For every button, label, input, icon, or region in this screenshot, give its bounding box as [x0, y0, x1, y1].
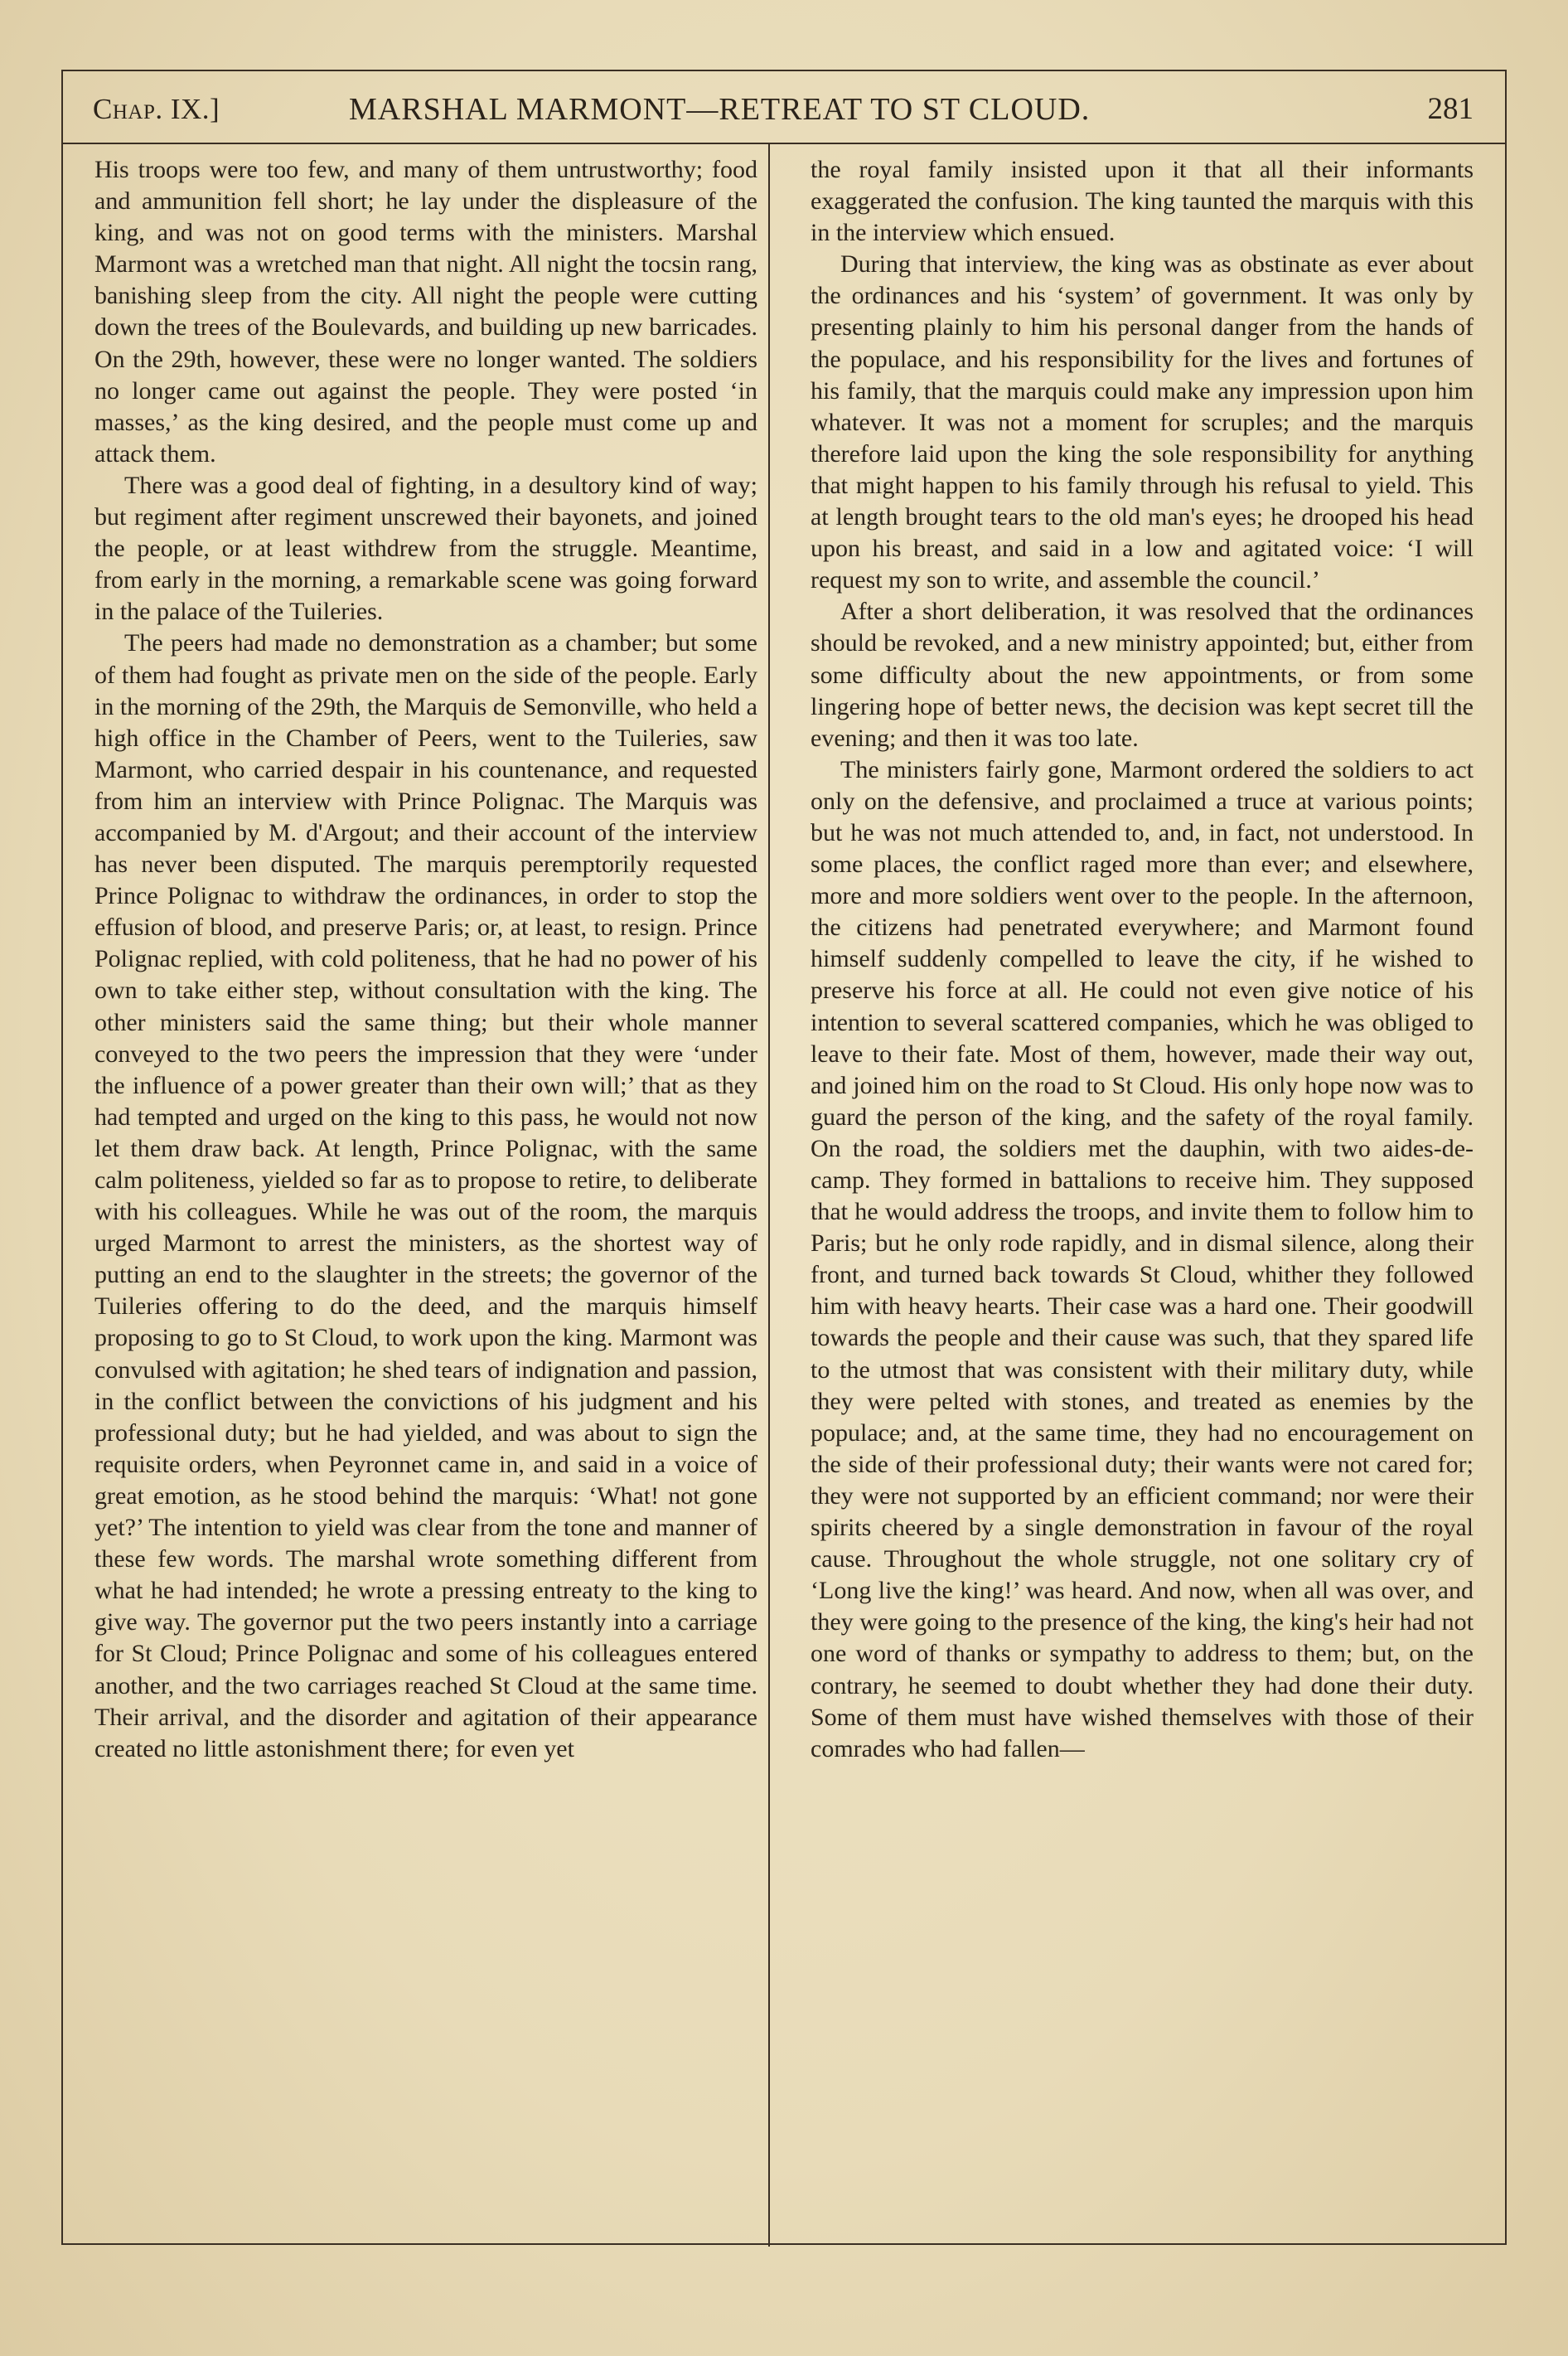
- paragraph: After a short deliberation, it was resolved that the ordinances should be revoked, and a new ministry appointed; but, either from some difficulty about the new appointments, or from some lingering hope of better news, the decision was kept secret till the evening; and then it was too late.: [811, 598, 1474, 752]
- page-number: 281: [1427, 92, 1474, 126]
- right-column: [811, 154, 1474, 1765]
- running-header: [63, 71, 1505, 144]
- paragraph: There was a good deal of fighting, in a desultory kind of way; but regiment after regiment unscrewed their bayonets, and joined the people, or at least withdrew from the struggle. Meantime, from early in the morning, a remarkable scene was going forward in the palace of the Tuileries.: [94, 471, 757, 626]
- chapter-label: Chap. IX.]: [93, 93, 220, 125]
- running-title: MARSHAL MARMONT—RETREAT TO ST CLOUD.: [349, 92, 1091, 127]
- paragraph: The ministers fairly gone, Marmont ordered the soldiers to act only on the defensive, and proclaimed a truce at various points; but he was not much attended to, and, in fact, not understood. In some places, the conflict raged more than ever; and elsewhere, more and more soldiers went over to the people. In the afternoon, the citizens had penetrated everywhere; and Marmont found himself suddenly compelled to leave the city, if he wished to preserve his force at all. He could not even give notice of his intention to several scattered companies, which he was obliged to leave to their fate. Most of them, however, made their way out, and joined him on the road to St Cloud. His only hope now was to guard the person of the king, and the safety of the royal family. On the road, the soldiers met the dauphin, with two aides-de-camp. They formed in battalions to receive him. They supposed that he would address the troops, and invite them to follow him to Paris; but he only rode rapidly, and in dismal silence, along their front, and turned back towards St Cloud, whither they followed him with heavy hearts. Their case was a hard one. Their goodwill towards the people and their cause was such, that they spared life to the utmost that was consistent with their military duty, while they were pelted with stones, and treated as enemies by the populace; and, at the same time, they had no encouragement on the side of their professional duty; their wants were not cared for; they were not supported by an efficient command; nor were their spirits cheered by a single demonstration in favour of the royal cause. Throughout the whole struggle, not one solitary cry of ‘Long live the king!’ was heard. And now, when all was over, and they were going to the presence of the king, the king's heir had not one word of thanks or sympathy to address to them; but, on the contrary, he seemed to doubt whether they had done their duty. Some of them must have wished themselves with those of their comrades who had fallen—: [811, 755, 1474, 1762]
- left-column: [94, 154, 757, 1765]
- paragraph: During that interview, the king was as obstinate as ever about the ordinances and his ‘system’ of government. It was only by presenting plainly to him his personal danger from the hands of the populace, and his responsibility for the lives and fortunes of his family, that the marquis could make any impression upon him whatever. It was not a moment for scruples; and the marquis therefore laid upon the king the sole responsibility for anything that might happen to his family through his refusal to yield. This at length brought tears to the old man's eyes; he drooped his head upon his breast, and said in a low and agitated voice: ‘I will request my son to write, and assemble the council.’: [811, 250, 1474, 594]
- paragraph: The peers had made no demonstration as a chamber; but some of them had fought as private men on the side of the people. Early in the morning of the 29th, the Marquis de Semonville, who held a high office in the Chamber of Peers, went to the Tuileries, saw Marmont, who carried despair in his countenance, and requested from him an interview with Prince Polignac. The Marquis was accompanied by M. d'Argout; and their account of the interview has never been disputed. The marquis peremptorily requested Prince Polignac to withdraw the ordinances, in order to stop the effusion of blood, and preserve Paris; or, at least, to resign. Prince Polignac replied, with cold politeness, that he had no power of his own to take either step, without consultation with the king. The other ministers said the same thing; but their whole manner conveyed to the two peers the impression that they were ‘under the influence of a power greater than their own will;’ that as they had tempted and urged on the king to this pass, he would not now let them draw back. At length, Prince Polignac, with the same calm politeness, yielded so far as to propose to retire, to deliberate with his colleagues. While he was out of the room, the marquis urged Marmont to arrest the ministers, as the shortest way of putting an end to the slaughter in the streets; the governor of the Tuileries offering to do the deed, and the marquis himself proposing to go to St Cloud, to work upon the king. Marmont was convulsed with agitation; he shed tears of indignation and passion, in the conflict between the convictions of his judgment and his professional duty; but he had yielded, and was about to sign the requisite orders, when Peyronnet came in, and said in a voice of great emotion, as he stood behind the marquis: ‘What! not gone yet?’ The intention to yield was clear from the tone and manner of these few words. The marshal wrote something different from what he had intended; he wrote a pressing entreaty to the king to give way. The governor put the two peers instantly into a carriage for St Cloud; Prince Polignac and some of his colleagues entered another, and the two carriages reached St Cloud at the same time. Their arrival, and the disorder and agitation of their appearance created no little astonishment there; for even yet: [94, 629, 757, 1762]
- column-divider: [768, 143, 770, 2247]
- page-frame: [61, 70, 1507, 2245]
- paragraph: the royal family insisted upon it that all their informants exaggerated the confusion. The king taunted the marquis with this in the interview which ensued.: [811, 156, 1474, 247]
- paragraph: His troops were too few, and many of them untrustworthy; food and ammunition fell short; he lay under the displeasure of the king, and was not on good terms with the ministers. Marshal Marmont was a wretched man that night. All night the tocsin rang, banishing sleep from the city. All night the people were cutting down the trees of the Boulevards, and building up new barricades. On the 29th, however, these were no longer wanted. The soldiers no longer came out against the people. They were posted ‘in masses,’ as the king desired, and the people must come up and attack them.: [94, 156, 757, 468]
